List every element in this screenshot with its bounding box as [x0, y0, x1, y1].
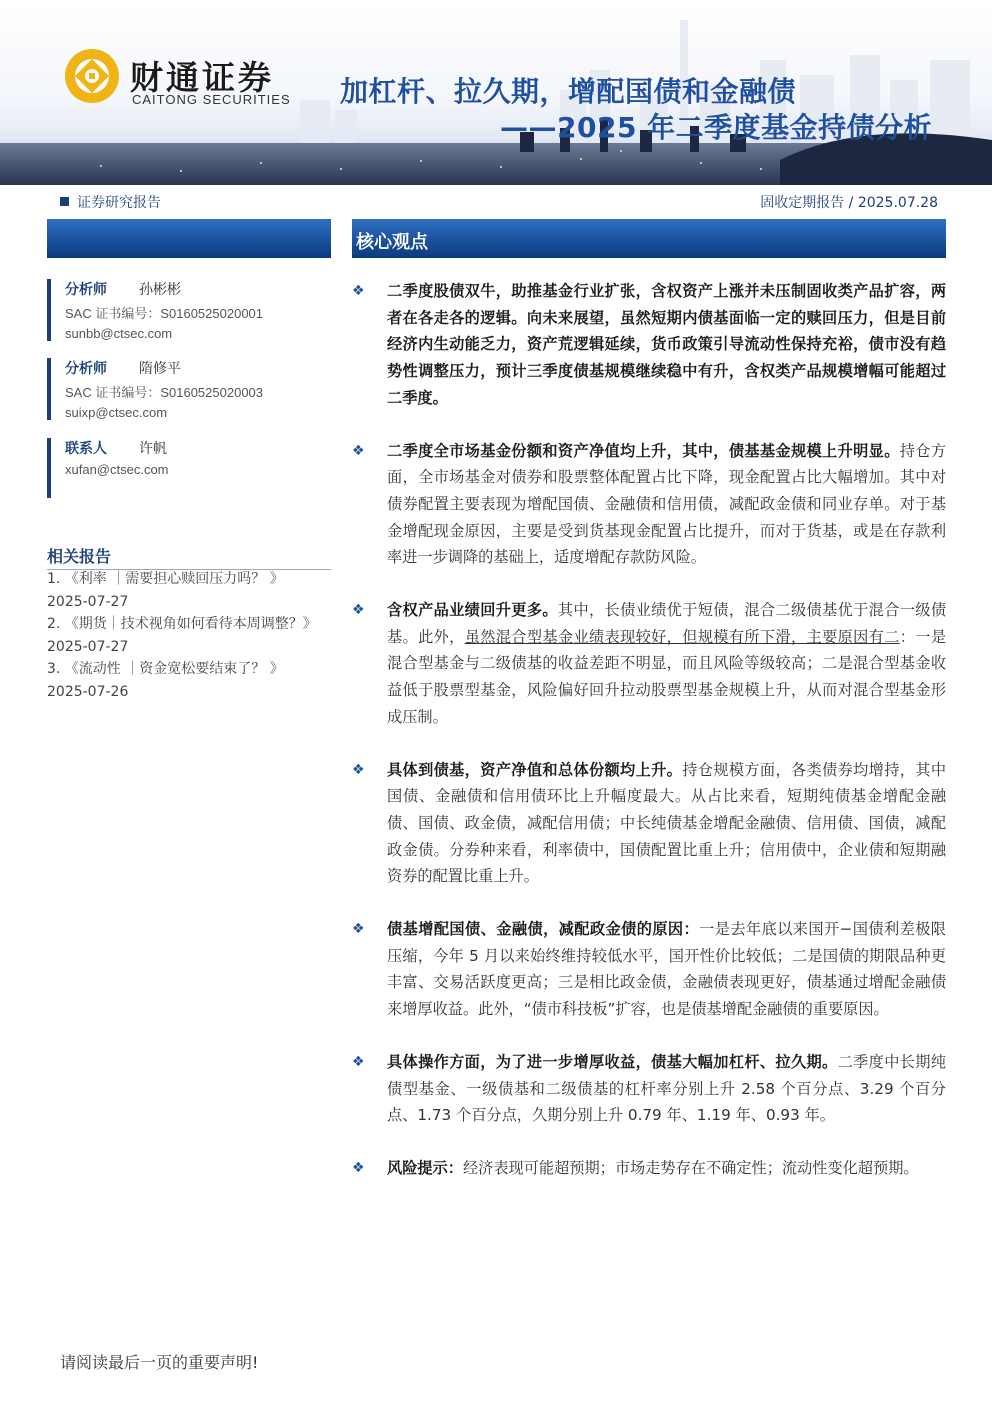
analyst-email: sunbb@ctsec.com — [65, 326, 173, 341]
diamond-bullet-icon: ❖ — [352, 761, 365, 778]
diamond-bullet-icon: ❖ — [352, 1053, 365, 1070]
related-reports-heading: 相关报告 — [47, 544, 331, 570]
analyst-card — [47, 279, 331, 341]
report-type-label: 证券研究报告 — [77, 195, 161, 211]
report-subtitle: ——2025 年二季度基金持债分析 — [500, 111, 933, 144]
diamond-bullet-icon: ❖ — [352, 921, 365, 938]
diamond-bullet-icon: ❖ — [352, 1159, 365, 1176]
bullet-bold-text: 风险提示： — [387, 1158, 463, 1177]
bullet-text: 其中，长债业绩优于短债，混合二级债基优于混合一级债基。此外， — [387, 601, 947, 646]
bullet-bold-text: 二季度全市场基金份额和资产净值均上升，其中，债基基金规模上升明显。 — [387, 441, 900, 460]
related-report-date: 2025-07-27 — [47, 593, 129, 610]
bullet-bold-text: 具体到债基，资产净值和总体份额均上升。 — [387, 760, 683, 779]
core-views-list — [352, 278, 946, 1182]
analyst-email: suixp@ctsec.com — [65, 405, 168, 420]
related-report-title[interactable]: 2. 《期货｜技术视角如何看待本周调整？》 — [47, 616, 317, 632]
report-meta: 固收定期报告 / 2025.07.28 — [760, 195, 938, 211]
bullet-text: 持仓方面，全市场基金对债券和股票整体配置占比下降，现金配置占比大幅增加。其中对债券配置主要表现为增配国债、金融债和信用债，减配政金债和同业存单。对于基金增配现金原因，主要是受到货基现金配置占比提升，而对于货基，或是在存款利率进一步调降的基础上，适度增配存款防风险。 — [387, 441, 947, 567]
core-bullet — [352, 597, 946, 731]
analyst-cert: SAC 证书编号：S0160525020003 — [65, 385, 264, 400]
core-bullet — [352, 1155, 946, 1182]
contact-name: 许帆 — [139, 441, 167, 457]
analyst-card — [47, 358, 331, 420]
report-title: 加杠杆、拉久期，增配国债和金融债 — [340, 75, 797, 108]
report-type — [60, 192, 161, 212]
brand-name-cn: 财通证券 — [130, 58, 274, 97]
related-report-title[interactable]: 1. 《利率 ｜需要担心赎回压力吗？ 》 — [47, 571, 284, 587]
core-views-header — [352, 219, 946, 258]
bullet-text: 持仓规模方面，各类债券均增持，其中国债、金融债和信用债环比上升幅度最大。从占比来看，短期纯债基金增配金融债、国债、政金债，减配信用债；中长纯债基金增配金融债、信用债、国债，减配政金债。分券种来看，利率债中，国债配置比重上升；信用债中，企业债和短期融资券的配置比重上升。 — [387, 760, 947, 886]
bullet-text: 经济表现可能超预期；市场走势存在不确定性；流动性变化超预期。 — [462, 1158, 919, 1177]
analyst-name: 隋修平 — [139, 361, 181, 377]
contact-role: 联系人 — [65, 441, 107, 457]
bullet-underlined-text: 虽然混合型基金业绩表现较好，但规模有所下滑，主要原因有二 — [464, 627, 900, 646]
bullet-text: 一是去年底以来国开−国债利差极限压缩，今年 5 月以来始终维持较低水平，国开性价比较低；二是国债的期限品种更丰富、交易活跃度更高；三是相比政金债，金融债表现更好，债基通过增配金融债来增厚收益。此外，“债市科技板”扩容，也是债基增配金融债的重要原因。 — [387, 920, 946, 1019]
core-bullet — [352, 278, 946, 412]
caitong-logo-icon — [62, 46, 122, 106]
bullet-bold-text: 二季度股债双牛，助推基金行业扩张，含权资产上涨并未压制固收类产品扩容，两者在各走各的逻辑。向未来展望，虽然短期内债基面临一定的赎回压力，但是目前经济内生动能乏力，资产荒逻辑延续，货币政策引导流动性保持充裕，债市没有趋势性调整压力，预计三季度债基规模继续稳中有升，含权类产品规模增幅可能超过二季度。 — [387, 282, 946, 407]
diamond-bullet-icon: ❖ — [352, 283, 365, 299]
diamond-bullet-icon: ❖ — [352, 442, 365, 459]
brand-name-en: CAITONG SECURITIES — [132, 92, 291, 107]
contact-card — [47, 438, 331, 498]
related-report-title[interactable]: 3. 《流动性 ｜资金宽松要结束了？ 》 — [47, 661, 284, 677]
square-bullet-icon — [60, 197, 69, 206]
diamond-bullet-icon: ❖ — [352, 602, 365, 619]
bullet-text: 二季度中长期纯债型基金、一级债基和二级债基的杠杆率分别上升 2.58 个百分点、3.29 个百分点、1.73 个百分点，久期分别上升 0.79 年、1.19 年、0.93 年。 — [387, 1052, 947, 1125]
core-views-heading: 核心观点 — [356, 232, 428, 253]
header-banner — [0, 0, 992, 185]
bullet-tail-text: ：一是混合型基金与二级债基的收益差距不明显，而且风险等级较高；二是混合型基金收益低于股票型基金，风险偏好回升拉动股票型基金规模上升，从而对混合型基金形成压制。 — [387, 627, 947, 726]
analyst-role: 分析师 — [65, 282, 107, 298]
related-reports-list — [47, 568, 337, 703]
core-bullet — [352, 1049, 946, 1129]
bullet-bold-text: 债基增配国债、金融债，减配政金债的原因： — [387, 920, 700, 939]
left-header-bar — [47, 219, 331, 258]
disclaimer-footer: 请阅读最后一页的重要声明! — [60, 1353, 259, 1372]
core-bullet — [352, 757, 946, 891]
bullet-bold-text: 具体操作方面，为了进一步增厚收益，债基大幅加杠杆、拉久期。 — [387, 1052, 838, 1071]
bullet-bold-text: 含权产品业绩回升更多。 — [387, 601, 558, 620]
related-report-date: 2025-07-26 — [47, 683, 129, 700]
core-bullet — [352, 438, 946, 572]
analyst-role: 分析师 — [65, 361, 107, 377]
analyst-name: 孙彬彬 — [139, 282, 181, 298]
analyst-cert: SAC 证书编号：S0160525020001 — [65, 306, 264, 321]
contact-email: xufan@ctsec.com — [65, 462, 169, 477]
related-report-date: 2025-07-27 — [47, 638, 129, 655]
core-bullet — [352, 916, 946, 1023]
